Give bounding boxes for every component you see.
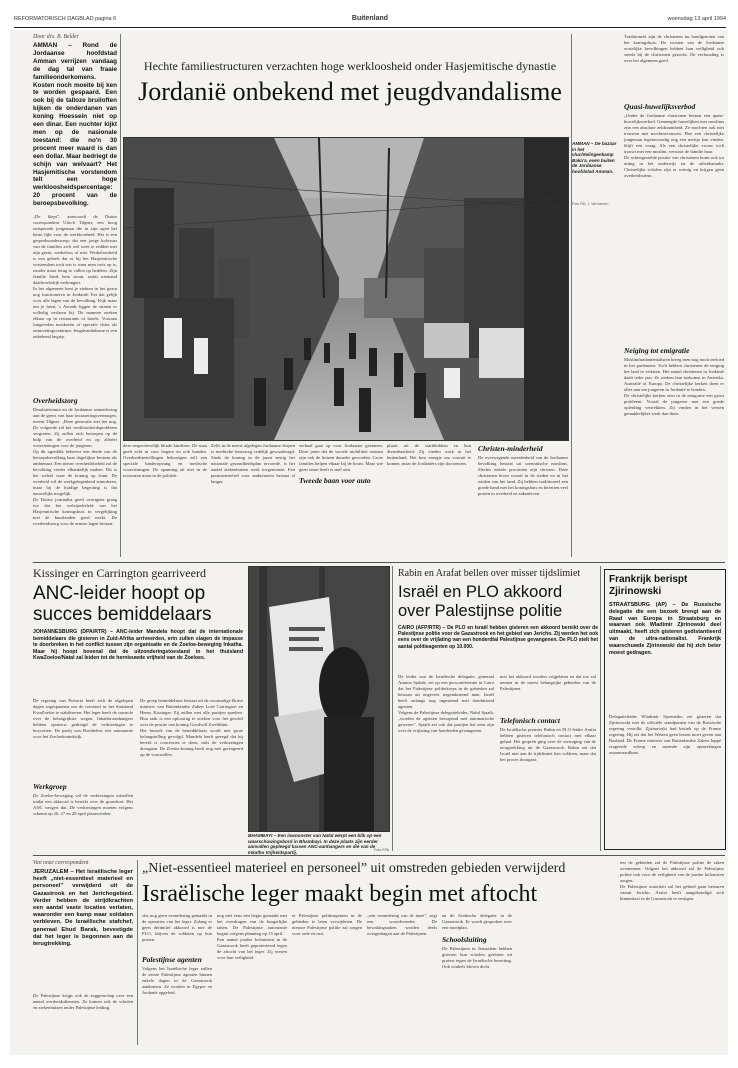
- top-article-lead: AMMAN – Rond de Jordaanse hoofdstad Amman verrijzen vandaag de dag tal van fraaie familieonderkomens. Kosten noch moeite bij ken te worden gespaard. Een ook bij de talloze bruiloften kijken de onderdanen van koning Hoessein niet op een dinar. Een nuchter kijkt men op de nasionale toestand: die no'n 30 procent meer waard is dan een dollar. Maar bedriegt de schijn van welvaart? Het Hasjemitische vorstendom telt een hoge werkloosheidspercentage: 20 procent van de beroepsbevolking.: [33, 42, 117, 208]
- bhambayi-photo-credit: Foto EPA: [374, 848, 390, 852]
- plo-body-2-text: Volgens de Palestijnse delegatieleider, Nabil Sjaath, „worden de agenten bewapend met automatische geweren”. Sjaath zei ook dat partijen het eens zijn over de vrijlating van honderden gevangenen.: [398, 710, 494, 733]
- army-subhead-school: Schoolsluiting: [442, 935, 487, 944]
- anc-col-2-text: De groep bemiddelaars bestaat uit de voormalige Britse minister van Buitenlandse Zaken Lord Carrington en Henry Kissinger. Zij zullen met alle partijen spreken. Hun taak is een oplossing te zoeken voor het geschil over de positie van koning Goodwill Zwelithini.: [140, 698, 243, 727]
- right-col-body-4-text: De christelijke kerken zien in de emigratie een groot probleem. Vooral de jongeren met een goede opleiding vertrekken. Zij vinden in het westen gemakkelijker werk dan thuis.: [624, 393, 724, 416]
- plo-lead: CAIRO (AFP/RTR) – De PLO en Israël hebben gisteren een akkoord bereikt over de Palestijnse politie voor de Gazastrook en het gebied van Jericho. Zij werden het ook eens over de vrijlating van een honderdtal Palestijnse gevangenen. De PLO stelt het aantal politieagenten op 10.000.: [398, 625, 598, 650]
- top-article-body-3: [33, 407, 117, 557]
- top-article-body-3-text: Desalniettemin zit de Jordaanse samenleving aan de grens van haar incasseringsvermogen, meent Tilgner. „Deze generatie ziet het nog. De volgende zal het werkloosheidsprobleem vergroten. Zij zullen zich beroepen op de hulp van de overheid en op allerlei voorzieningen voor de jongeren.: [33, 407, 117, 448]
- zjirinowski-lead: STRAATSBURG (AP) – De Russische delegatie die een bezoek brengt aan de Raad van Europa in Straatsburg en waarvan ook Wladimir Zjirinowski deel uitmaakt, heeft zich gisteren gedistantieerd van de ultra-nationalist. Frankrijk waarschuwde Zjirinowski dat hij zich beter moest gedragen.: [609, 602, 721, 656]
- army-col-5: „een verandering van de inzet”, zegt een woordvoerder. De bewakingstaken worden deels overgedragen aan de Palestijnen.: [367, 913, 437, 936]
- top-article-byline: Door drs. B. Belder: [33, 34, 79, 40]
- army-body-1: De Palestijnse krijgs ook de zeggenschap over een aantal overheidsdiensten. Zo komen ook de scholen en ziekenhuizen onder Palestijnse leiding.: [33, 993, 133, 1010]
- bhambayi-photo-caption: BHAMBAYI – Een inwoonster van Natal werpt een blik op een waarschuwingsbord in Bhambayi. In deze plaats zijn eerder aanvallen gepleegd tussen ANC-aanhangers en die van de Inkatha Vrijheidspartij.: [248, 833, 382, 855]
- top-article-headline: Jordanië onbekend met jeugdvandalisme: [138, 77, 562, 106]
- army-kicker: „Niet-essentieel materieel en personeel” uit omstreden gebieden verwijderd: [142, 861, 566, 876]
- plo-kicker: Rabin en Arafat bellen over misser tijdslimiet: [398, 568, 581, 579]
- section-rule: [33, 855, 725, 856]
- anc-lead: JOHANNESBURG (DPA/RTR) – ANC-leider Mandela hoopt dat de internationale bemiddelaars die gisteren in Zuid-Afrika arriveerden, erin zullen slagen de impasse te doorbreken in het conflict tussen zijn organisatie en de Zoeloe-beweging Inkatha. Maar hij hoopt bovenal dat de uitzonderingstoestand in het thuisland KwaZoeloe/Natal zal leiden tot de hernieuwde vrijheid van de Zoeloes.: [33, 629, 243, 661]
- column-rule: [120, 34, 121, 557]
- anc-col-2b-text: Het bezoek van de bemiddelaars wordt met grote belangstelling gevolgd. Mandela heeft gezegd dat hij bereid is concessies te doen, mits de verkiezingen doorgaan. De Zoeloe-koning heeft nog niet gereageerd op de voorstellen.: [140, 728, 243, 757]
- column-rule: [137, 860, 138, 1045]
- right-col-body-3-text: Moslimfundamentalisten kreeg men nog nooit invloed in het parlement. Toch hebben christenen de neiging het land te verlaten. Het aantal christenen in Jordanië daalt ieder jaar. Ze zoeken hun toekomst in Amerika, Australië of Europa. De christelijke kerken doen er alles aan om jongeren in Jordanië te houden.: [624, 357, 724, 392]
- army-lead: JERUZALEM – Het Israëlische leger heeft „niet-essentieel materieel en personeel” verwijderd uit de Gazastrook en het Jerichogebied. Verder hebben de strijdkrachten een aantal vaste locaties verlaten, waaronder een kamp waar soldaten verbleven. De Israëlische stafchef, generaal Ehud Barak, bevestigde dat het leger is begonnen aan de terugtrekking.: [33, 869, 133, 948]
- plo-col-2: met het akkoord worden vrijgelaten en dat toe zal nemen in de meest belangrijke gebieden van de Palestijnen.: [500, 674, 596, 691]
- zjirinowski-headline: Frankrijk berispt Zjirinowski: [609, 574, 688, 597]
- army-col-3b-text: Een aantal joodse kolonisten in de Gazastrook heeft geprotesteerd tegen de aftocht van het leger. Zij vrezen voor hun veiligheid.: [217, 937, 287, 960]
- bhambayi-photo: [248, 566, 390, 832]
- top-article-body-5-text: De Duitse journalist geeft overigens graag toe dat het welzijnsbeleid van het Hasjemitische koningshuis in vergelijking met de buurlanden goed werkt. De overheidszorg voor de armste lagen bestaat.: [33, 497, 117, 526]
- anc-col-2: [140, 698, 243, 841]
- zjirinowski-body: Delegatieleider Wladimir Sjoemeiko zei gisteren dat Zjirinowski niet de officiële standpunten van de Russische regering vertolkt. Zjirinowski had kritiek op de Franse regering. Hij zei dat het Westen geen lessen moet geven aan Rusland. De Franse minister van Buitenlandse Zaken Juppé reageerde scherp en noemde zijn opmerkingen onaanvaardbaar.: [609, 714, 721, 755]
- top-article-kicker: Hechte familiestructuren verzachten hoge werkloosheid onder Hasjemitische dynastie: [143, 59, 557, 73]
- column-rule: [392, 566, 393, 851]
- bazaar-photo-caption: AMMAN – De bazaar in het vluchtelingenkamp Baka'a, even buiten de Jordaanse hoofdstad Amman.: [572, 141, 617, 174]
- top-article-body-4-text: Op dit ogenblik beheerst een derde van de beroepsbevolking haar dagelijkse bestaan als ambtenaar. Een nieuw overheidsbeleid zal de bevolking verder afhankelijk maken. Dit is het stelsel waar de koning op leunt. De overheid wil de werkgelegenheid stimuleren, maar bij de huidige begroting is dat nauwelijks mogelijk.: [33, 449, 117, 496]
- bazaar-photo: [123, 137, 569, 441]
- bazaar-photo-credit: Foto RD, J. Verhoeven: [572, 202, 609, 206]
- right-col-body-1-text: „Onder de Jordaanse christenen bestaat een quasi-huwelijksverbod. Gemengde huwelijken met moslims zijn een absolute zeldzaamheid. Ze mochten ook niet trouwen met moslimvrouwen. Hoe een christelijke jongeman tegenwoordig nog een meisje kan vinden, blijft een vraag. Als een christelijke vrouw toch trouwt met een moslim, verstoot de familie haar.: [624, 113, 724, 154]
- bhambayi-photo-image: [249, 567, 389, 831]
- army-col-6b: De Palestijnen in Jeruzalem hebben gisteren hun scholen gesloten uit protest tegen de Israëlische bezetting. Ook winkels bleven dicht.: [442, 946, 512, 969]
- anc-headline-line-1: ANC-leider hoopt op: [33, 583, 206, 604]
- anc-headline-line-2: succes bemiddelaars: [33, 604, 212, 625]
- army-col-2: slot nog geen verandering gemaakt in de operaties van het leger. Zolang er geen definitief akkoord is met de PLO, blijven de soldaten op hun posten.: [142, 913, 212, 942]
- plo-col-2b: De Israëlische premier Rabin en PLO-leider Arafat hebben gisteren telefonisch contact met elkaar gehad. Het gesprek ging over de vertraging van de terugtrekking uit de Gazastrook. Rabin zei dat Israël niet aan de tijdslimiet kan voldoen, maar dat het proces doorgaat.: [500, 727, 596, 762]
- army-col-7: [620, 860, 724, 1045]
- top-article-subhead-auto: Tweede baan voor auto: [299, 476, 371, 485]
- plo-headline-line-2: over Palestijnse politie: [398, 602, 563, 620]
- army-col-7b-text: De Palestijnse autoriteit zal het gebied gaan besturen vanuit Jericho. Arafat heeft aangekondigd zich binnenkort in de Gazastrook te vestigen.: [620, 884, 724, 901]
- anc-subhead-werkgroep: Werkgroep: [33, 782, 67, 791]
- plo-headline-line-1: Israël en PLO akkoord: [398, 583, 563, 601]
- plo-subhead-telefonisch: Telefonisch contact: [500, 716, 560, 725]
- army-col-6: en de Arabische delegatie in de Gazastrook. Er wordt gesproken over een noodplan.: [442, 913, 512, 930]
- column-rule: [571, 34, 572, 557]
- top-article-col-5: plaats uit de startblokken en hun dienstbaarheid. Zij vinden werk in het buitenland. Het kost energie om vooruit te komen, maar de Jordaniërs zijn doorzetters.: [387, 443, 471, 466]
- right-col-body-2-text: De achtergestelde positie van christenen komt ook tot uiting in het onderwijs en de arbeidsmarkt. Christelijke scholen zijn er weinig en krijgen geen overheidssteun.: [624, 155, 724, 178]
- anc-kicker: Kissinger en Carrington gearriveerd: [33, 566, 206, 580]
- column-rule: [600, 566, 601, 851]
- top-article-col-4-text: verhaal gaat op voor Jordaanse gezinnen. Deze jaren dat de sociale mobiliteit toenam zijn ook de huizen duurder geworden. Grote families helpen elkaar bij de bouw. Maar wie geen steun heeft is snel arm.: [299, 443, 383, 472]
- anc-body-1: De regering van Pretoria heeft zich de afgelopen dagen ingespannen om de toestand in het thuisland KwaZoeloe te stabiliseren. Het leger heeft de controle over de belangrijkste wegen. Inkatha-aanhangers hebben opnieuw gedreigd de verkiezingen te boycotten. De partij van Boethelezi eist autonomie voor het Zoeloekoninkrijk.: [33, 698, 133, 739]
- top-article-body-1: [33, 214, 117, 394]
- army-subhead-agenten: Palestijnse agenten: [142, 955, 202, 964]
- army-col-4: er Palestijnse politieagenten in de gebieden te laten verwijderen. De nieuwe Palestijnse politie zal zorgen voor orde en rust.: [292, 913, 362, 936]
- army-headline: Israëlische leger maakt begin met aftocht: [142, 881, 538, 907]
- top-article-col-4: [299, 443, 383, 557]
- christen-body: De overwegende meerderheid van de Jordaanse bevolking bestaat uit soennitische moslims. Slechts enkele procenten zijn christen. Deze christenen leven vooral in de steden en in het zuiden van het land. Zij hebben traditioneel een goede band met het koningshuis en bezetten veel posten in overheid en zakenleven.: [478, 455, 568, 496]
- right-col-subhead-emigratie: Neiging tot emigratie: [624, 346, 690, 355]
- zjirinowski-box: [604, 569, 726, 850]
- section-rule: [33, 562, 725, 563]
- section-title: Buitenland: [351, 15, 389, 22]
- right-col-intro: Traditioneel zijn de christenen nu bondgenoten van het koningshuis. De vorsten van de Jordaanse oostelijke bevolkingen hebben hun veiligheid ook steeds bij de christenen gezocht. De verhouding is over het algemeen goed.: [624, 34, 724, 63]
- top-article-body-2-text: In het algemeen kent je ziekten in het gezin nog functioneren in Jordanië. Eet dat gelijk voor alle lagen van de bevolking. Kijk maar om je heen, 's Avonds liggen de straten er volledig verlaten bij. De mannen zoeken elkaar op in restaurants of hotels. Vooraan fungeerden moskeeën of speciale clubs als ontmoetingscentrum. Jeugdvandalisme is een onbekend begrip.: [33, 286, 117, 339]
- army-byline: Van onze correspondent: [33, 860, 89, 866]
- bazaar-photo-image: [124, 138, 568, 440]
- page-header: [14, 16, 726, 26]
- right-col-body-3: [624, 357, 724, 557]
- army-col-2b: Volgens het Israëlische leger zullen de eerste Palestijnse agenten binnen enkele dagen in de Gazastrook aankomen. Ze worden in Egypte en Jordanië opgeleid.: [142, 966, 212, 995]
- plo-headline: [398, 583, 598, 621]
- top-article-col-2: deze respectievelijk blinde kinderen. De staat geeft echt in voor hogere en ook bonden. Overheidsinstellingen bekostigen zelf een speciale kinderopvang en medische voorzieningen. De spanning zit niet in de economie maar in de politiek.: [123, 443, 207, 478]
- plo-body: [398, 674, 494, 844]
- right-col-subhead-huwelijk: Quasi-huwelijksverbod: [624, 102, 696, 111]
- army-col-7-text: ten de gebieden zal de Palestijnse politie de taken overnemen. Volgens het akkoord zal de Palestijnse politie ook voor de veiligheid van de joodse kolonisten zorgen.: [620, 860, 724, 883]
- army-col-3: [217, 913, 287, 1045]
- top-article-body-1-text: „De klept”, antwoordt de Duitse correspondent Ulrich Tilgner, een hoog ontspoorde jongeman die in zijn ogen het beste lijkt voor de werkloosheid. Het is een gespreksonderwerp: dat een jonge kolossus van de families zich wel weet te redden met zijn gezin, werkeloos of niet. Werkeloosheid is een gebrek dat er bij het Hasjemitische vorstendom toch iets is waar men trots op is, zonder maar terug te vallen op bedelen. Zijn familie biedt hem steun, zodat niemand daadwerkelijk verhongert.: [33, 214, 117, 285]
- right-col-body-1: [624, 113, 724, 343]
- anc-body-2: De Zoeloe-beweging wil de verkiezingen uitstellen totdat een akkoord is bereikt over de grondwet. Het ANC weigert dat. De verkiezingen moeten volgens schema op 26, 27 en 28 april plaatsvinden.: [33, 793, 133, 816]
- army-col-3-text: nog niet eens een begin gemaakt met het overdragen van de burgerlijke taken. De Palestijnse autonomie begint volgens planning op 13 april.: [217, 913, 287, 936]
- top-article-subhead-overheidszorg: Overheidszorg: [33, 396, 78, 405]
- header-rule: [14, 27, 726, 28]
- issue-date: woensdag 13 april 1994: [667, 16, 726, 22]
- christen-subhead: Christen-minderheid: [478, 444, 543, 453]
- top-article-col-3: Zelfs in de meest afgelegen Jordaanse dorpen is medische basiszorg redelijk gewaarborgd. Sinds de koning in de jaren zestig het nationale gezondheidsplan invoerde, is het aantal ziekenhuizen sterk toegenomen. Een pensioenstelsel voor ambtenaren bestaat al langer.: [211, 443, 295, 484]
- publication-name: REFORMATORISCH DAGBLAD pagina 6: [14, 16, 117, 22]
- plo-body-1-text: De leider van de Israëlische delegatie, generaal Amnon Sjahak, zei op een persconferentie in Cairo dat het Palestijnse politiekorps in de gebieden zal bestaan uit ongeveer negenduizend man. Israël heeft onlangs nog ingestemd met tienduizend agenten.: [398, 674, 494, 709]
- anc-headline: [33, 583, 243, 625]
